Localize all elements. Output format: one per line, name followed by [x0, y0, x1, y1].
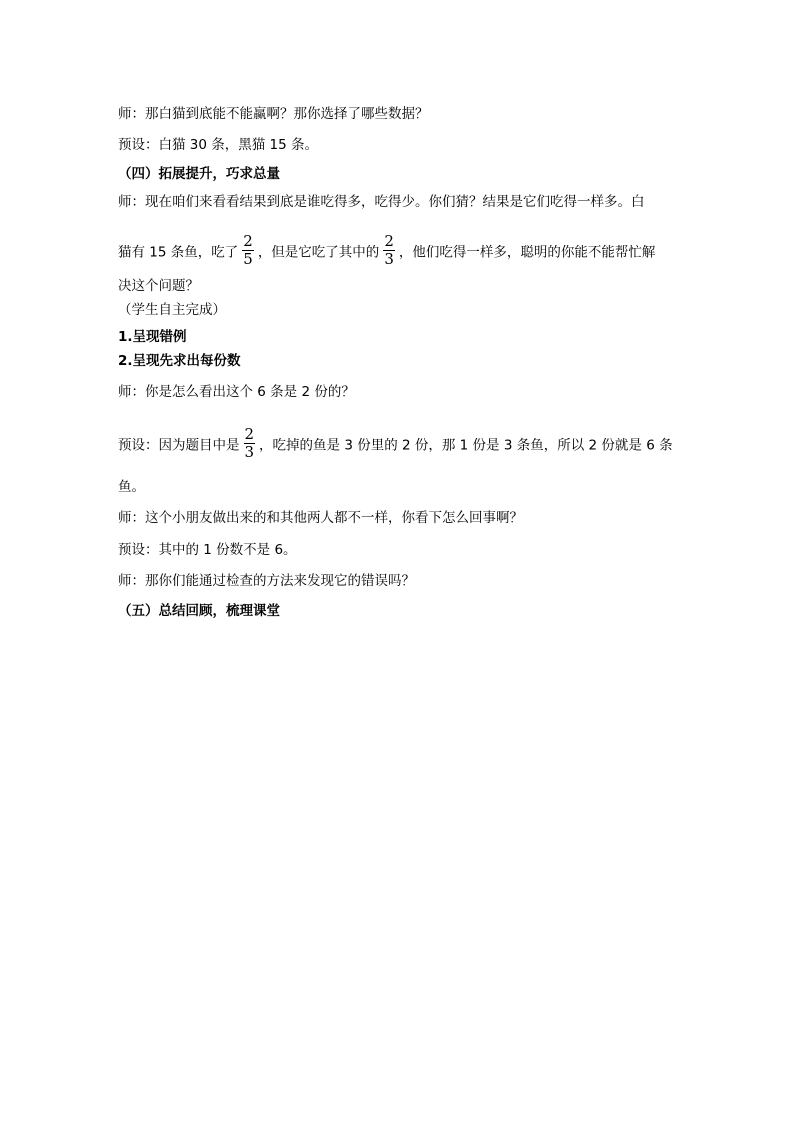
- paragraph-with-fractions: [118, 232, 656, 270]
- paragraph: 师：现在咱们来看看结果到底是谁吃得多，吃得少。你们猜？结果是它们吃得一样多。白: [118, 194, 645, 210]
- section-heading-5: （五）总结回顾，梳理课堂: [118, 603, 280, 619]
- fraction-numerator: 2: [243, 232, 253, 250]
- text-segment: ，但是它吃了其中的: [257, 244, 380, 261]
- subheading: 1.呈现错例: [118, 329, 187, 345]
- text-segment: 预设：因为题目中是: [118, 437, 240, 454]
- paragraph: 预设：其中的 1 份数不是 6。: [118, 542, 297, 558]
- fraction-denominator: 3: [384, 250, 394, 268]
- fraction-denominator: 3: [244, 443, 255, 461]
- fraction: [383, 233, 395, 268]
- paragraph: 预设：白猫 30 条，黑猫 15 条。: [118, 137, 319, 153]
- text-segment: ，他们吃得一样多，聪明的你能不能帮忙解: [398, 244, 656, 261]
- paragraph: （学生自主完成）: [118, 302, 226, 318]
- paragraph-with-fraction: [118, 425, 673, 463]
- paragraph: 师：那白猫到底能不能赢啊？那你选择了哪些数据？: [118, 106, 429, 122]
- paragraph: 师：那你们能通过检查的方法来发现它的错误吗？: [118, 573, 415, 589]
- section-heading-4: （四）拓展提升，巧求总量: [118, 166, 280, 182]
- text-segment: ，吃掉的鱼是 3 份里的 2 份，那 1 份是 3 条鱼，所以 2 份就是 6 条: [259, 437, 673, 454]
- fraction: [242, 233, 254, 268]
- fraction-denominator: 5: [243, 250, 253, 268]
- paragraph: 决这个问题？: [118, 278, 199, 294]
- paragraph: 师：这个小朋友做出来的和其他两人都不一样，你看下怎么回事啊？: [118, 510, 523, 526]
- subheading: 2.呈现先求出每份数: [118, 353, 241, 369]
- fraction-numerator: 2: [244, 425, 255, 443]
- paragraph: 鱼。: [118, 479, 145, 495]
- paragraph: 师：你是怎么看出这个 6 条是 2 份的？: [118, 384, 355, 400]
- text-segment: 猫有 15 条鱼，吃了: [118, 244, 239, 261]
- fraction-numerator: 2: [384, 232, 394, 250]
- fraction: [244, 426, 256, 461]
